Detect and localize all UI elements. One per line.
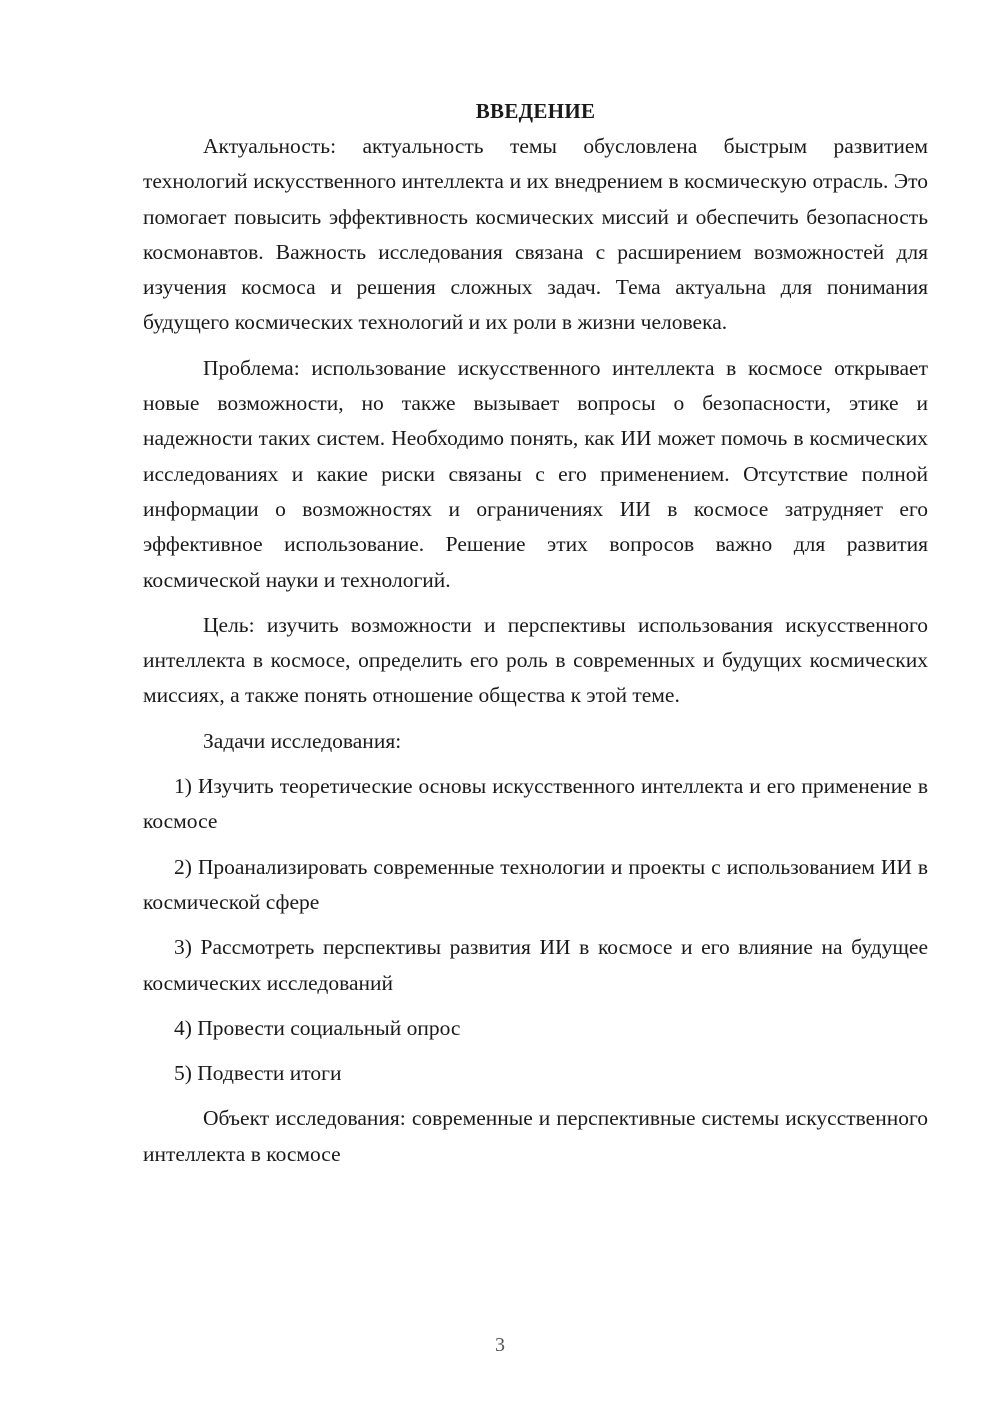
problem-paragraph: Проблема: использование искусственного интеллекта в космосе открывает новые возможности, но также вызывает вопросы о безопасности, этике и надежности таких систем. Необходимо понять, как ИИ может помочь в космических исследованиях и какие риски связаны с его применением. Отсутствие полной информации о возможностях и ограничениях ИИ в космосе затрудняет его эффективное использование. Решение этих вопросов важно для развития космической науки и технологий. bbox=[143, 355, 928, 592]
object-paragraph: Объект исследования: современные и перспективные системы искусственного интеллекта в космосе bbox=[143, 1106, 928, 1166]
document-page bbox=[143, 96, 928, 1182]
relevance-paragraph: Актуальность: актуальность темы обусловлена быстрым развитием технологий искусственного интеллекта и их внедрением в космическую отрасль. Это помогает повысить эффективность космических миссий и обеспечить безопасность космонавтов. Важность исследования связана с расширением возможностей для изучения космоса и решения сложных задач. Тема актуальна для понимания будущего космических технологий и их роли в жизни человека. bbox=[143, 134, 928, 335]
goal-paragraph: Цель: изучить возможности и перспективы использования искусственного интеллекта в космосе, определить его роль в современных и будущих космических миссиях, а также понять отношение общества к этой теме. bbox=[143, 612, 928, 708]
task-item-1: 1) Изучить теоретические основы искусственного интеллекта и его применение в космосе bbox=[143, 774, 928, 834]
task-item-2: 2) Проанализировать современные технологии и проекты с использованием ИИ в космической сфере bbox=[143, 854, 928, 914]
tasks-title: Задачи исследования: bbox=[203, 728, 402, 753]
task-item-5: 5) Подвести итоги bbox=[174, 1061, 342, 1086]
page-number: 3 bbox=[495, 1334, 505, 1356]
section-heading: ВВЕДЕНИЕ bbox=[475, 99, 596, 123]
task-item-3: 3) Рассмотреть перспективы развития ИИ в космосе и его влияние на будущее космических исследований bbox=[143, 935, 928, 995]
task-item-4: 4) Провести социальный опрос bbox=[174, 1015, 461, 1040]
